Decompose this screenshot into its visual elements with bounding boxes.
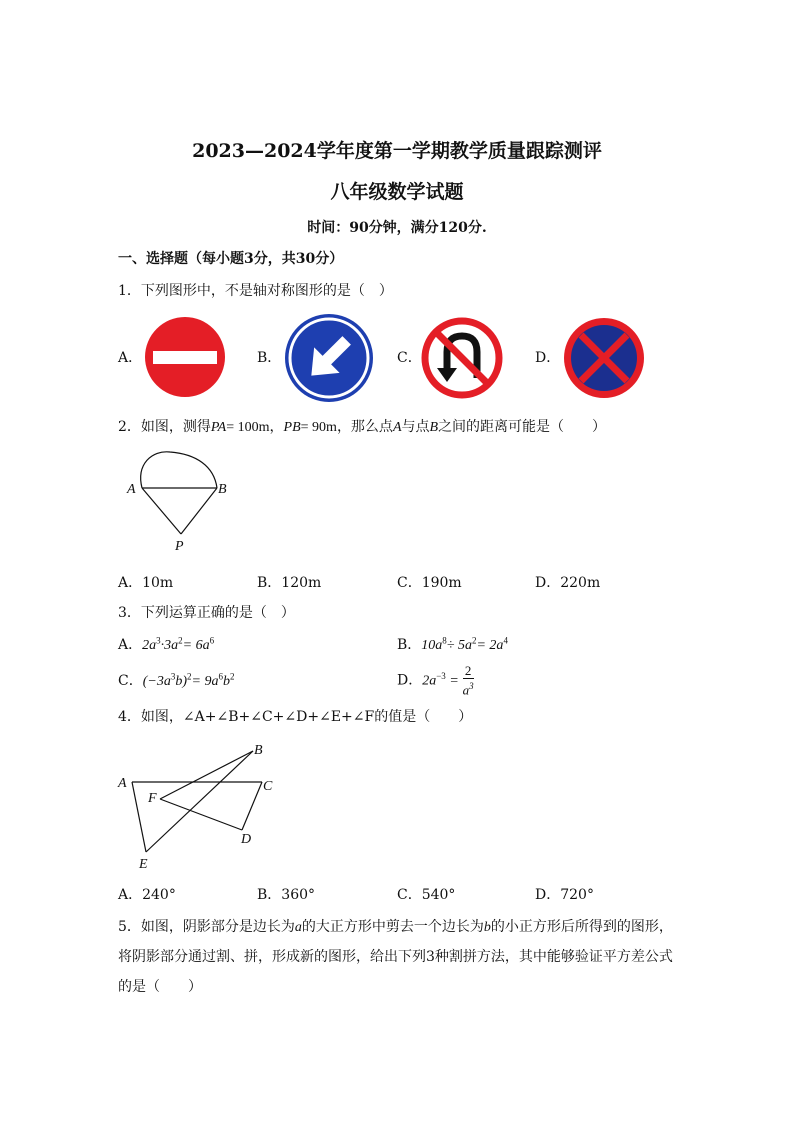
q5-line3: 的是（ ） <box>118 979 202 995</box>
q4-option-c: C．540° <box>397 887 456 903</box>
q4-label-b: B <box>254 743 263 758</box>
q4-figure <box>112 738 282 874</box>
q4-option-d: D．720° <box>535 887 594 903</box>
q3-option-a: A．$2a^3\cdot 3a^2= 6a^6$ <box>118 635 215 653</box>
q2-option-a: A．10m <box>118 575 174 591</box>
q1-option-a-label: A． <box>118 350 143 366</box>
q2-label-p: P <box>175 539 184 554</box>
q1-option-b-label: B． <box>257 350 282 366</box>
q3-d-fraction: $\frac{2}{a^3}$ <box>462 663 474 698</box>
q1-stem: 1．下列图形中，不是轴对称图形的是（ ） <box>118 283 393 299</box>
q4-label-f: F <box>148 791 157 806</box>
q4-option-a: A．240° <box>118 887 176 903</box>
q3-stem: 3．下列运算正确的是（ ） <box>118 605 295 621</box>
q1-option-c-label: C． <box>397 350 422 366</box>
q2-label-a: A <box>127 482 136 497</box>
exam-info: 时间：90分钟，满分120分. <box>307 220 487 236</box>
q2-stem: 2．如图，测得PA= 100m，PB= 90m，那么点A与点B之间的距离可能是（ ） <box>118 419 607 435</box>
no-stopping-sign-icon <box>562 316 646 400</box>
q4-label-d: D <box>241 832 252 847</box>
section-heading: 一、选择题（每小题3分，共30分） <box>118 251 344 267</box>
q4-label-c: C <box>263 779 273 794</box>
keep-right-arrow-sign-icon <box>284 313 374 403</box>
no-entry-sign-icon <box>143 315 227 399</box>
q2-option-c: C．190m <box>397 575 462 591</box>
q4-label-e: E <box>139 857 148 872</box>
q3-option-c: C．$(-3a^3b)^2= 9a^6b^2$ <box>118 671 235 689</box>
q5-line1: 5．如图，阴影部分是边长为a的大正方形中剪去一个边长为b的小正方形后所得到的图形， <box>118 919 673 935</box>
q2-option-d: D．220m <box>535 575 601 591</box>
no-u-turn-sign-icon <box>420 316 504 400</box>
q4-stem: 4．如图，∠A+∠B+∠C+∠D+∠E+∠F的值是（ ） <box>118 709 473 725</box>
q1-option-d-label: D． <box>535 350 561 366</box>
q2-label-b: B <box>218 482 227 497</box>
q4-label-a: A <box>118 776 127 791</box>
exam-subtitle: 八年级数学试题 <box>330 181 464 203</box>
q2-figure <box>118 446 248 556</box>
exam-title: 2023—2024学年度第一学期教学质量跟踪测评 <box>192 140 602 162</box>
q2-option-b: B．120m <box>257 575 322 591</box>
q4-option-b: B．360° <box>257 887 316 903</box>
q3-option-d: D．$2a^{-3}$ = $\frac{2}{a^3}$ <box>397 663 474 698</box>
q3-option-b: B．$10a^8\div 5a^2= 2a^4$ <box>397 635 508 653</box>
q5-line2: 将阴影部分通过割、拼，形成新的图形，给出下列3种割拼方法，其中能够验证平方差公式 <box>118 949 673 965</box>
